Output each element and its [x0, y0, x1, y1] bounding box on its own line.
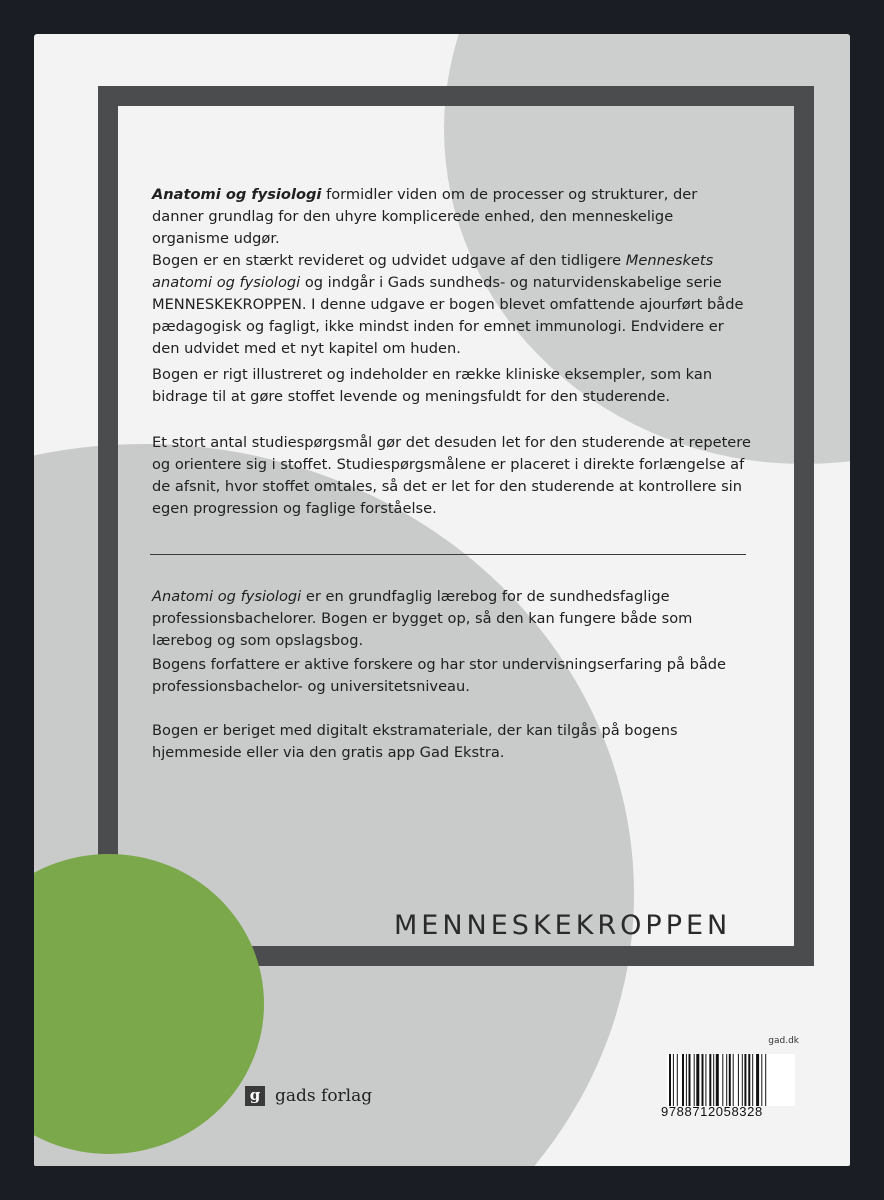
barcode-icon — [667, 1054, 795, 1106]
paragraph-2-italic: Menneskets anatomi og fysiologi — [152, 252, 714, 291]
paragraph-4: Et stort antal studiespørgsmål gør det desuden let for den studerende at repetere og orientere sig i stoffet. Studiespørgsmålene er placeret i direkte forlængelse af de afsnit, hvor stoffet omtales, så det er let for den studerende at kontrollere sin egen progression og faglige forståelse. — [152, 434, 751, 517]
publisher-name: gads forlag — [275, 1086, 373, 1106]
paragraph-3: Bogen er rigt illustreret og indeholder en række kliniske eksempler, som kan bidrage til at gøre stoffet levende og meningsfuldt for den studerende. — [152, 366, 713, 405]
book-back-cover — [34, 34, 850, 1166]
paragraph-5-post: er en grundfaglig lærebog for de sundhedsfaglige professionsbachelorer. Bogen er bygget op, så den kan fungere både som lærebog og som opslagsbog. — [152, 588, 693, 649]
publisher-logo — [245, 1086, 372, 1106]
paragraph-7: Bogen er beriget med digitalt ekstramateriale, der kan tilgås på bogens hjemmeside eller via den gratis app Gad Ekstra. — [152, 722, 678, 761]
paragraph-2-pre: Bogen er en stærkt revideret og udvidet udgave af den tidligere — [152, 252, 626, 269]
divider-line — [150, 554, 746, 555]
paragraph-2-post: og indgår i Gads sundheds- og naturvidenskabelige serie MENNESKEKROPPEN. I denne udgave er bogen blevet omfattende ajourført både pædagogisk og fagligt, ikke mindst inden for emnet immunologi. Endvidere er den udvidet med et nyt kapitel om huden. — [152, 274, 744, 357]
website-label: gad.dk — [768, 1036, 799, 1046]
publisher-mark-icon: g — [245, 1086, 265, 1106]
paragraph-6: Bogens forfattere er aktive forskere og har stor undervisningserfaring på både professionsbachelor- og universitetsniveau. — [152, 656, 727, 695]
paragraph-2 — [152, 250, 752, 360]
barcode-block — [661, 1036, 799, 1132]
paragraph-1-text: formidler viden om de processer og strukturer, der danner grundlag for den uhyre komplicerede enhed, den menneskelige organisme udgør. — [152, 186, 698, 247]
paragraph-1 — [152, 184, 752, 250]
series-title: MENNESKEKROPPEN — [394, 910, 732, 941]
paragraph-5-italic: Anatomi og fysiologi — [152, 588, 302, 605]
isbn-number: 9788712058328 — [661, 1104, 763, 1119]
title-lead: Anatomi og fysiologi — [152, 186, 322, 203]
paragraph-5 — [152, 586, 752, 652]
